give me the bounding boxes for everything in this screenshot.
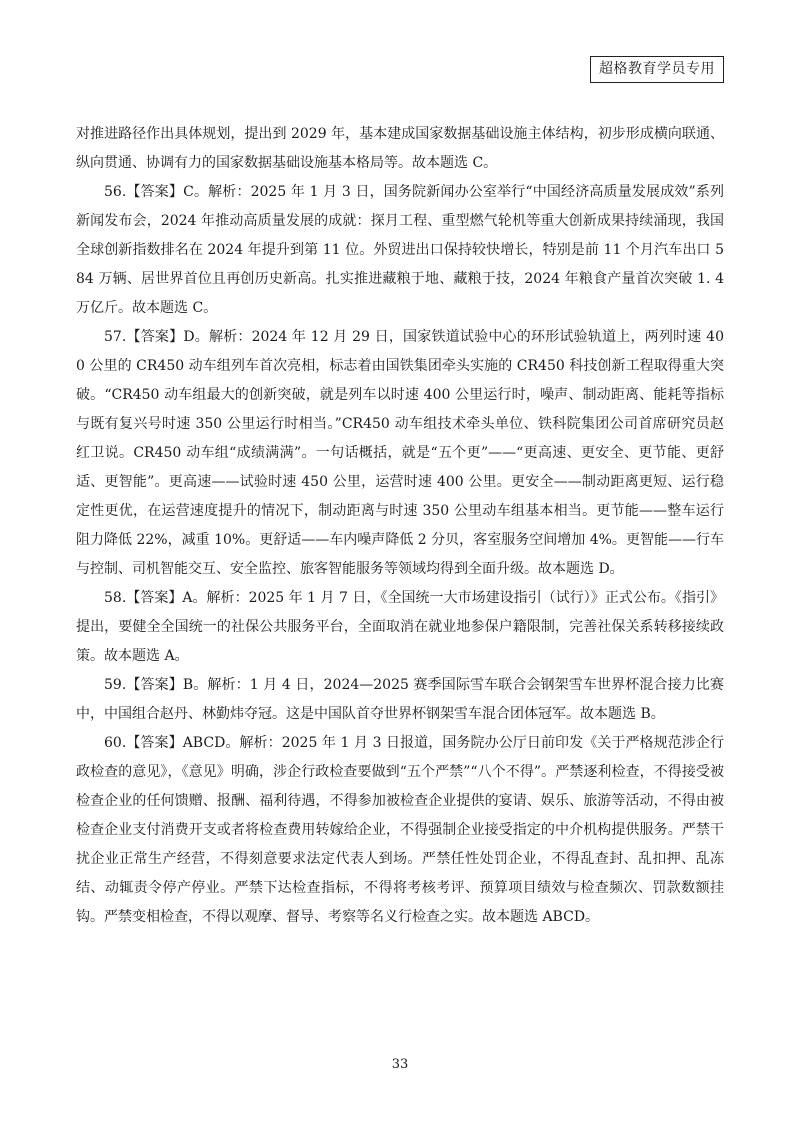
paragraph-answer-56: 56.【答案】C。解析：2025 年 1 月 3 日，国务院新闻办公室举行“中国经济高质量发展成效”系列新闻发布会，2024 年推动高质量发展的成就：探月工程、重型燃气轮机等重大创新成果持续涌现，我国全球创新指数排名在 2024 年提升到第 11 位。外贸进出口保持较快增长，特别是前 11 个月汽车出口 584 万辆、居世界首位且再创历史新高。扎实推进藏粮于地、藏粮于技，2024 年粮食产量首次突破 1. 4 万亿斤。故本题选 C。 [76,184,724,316]
paragraph-continuation: 对推进路径作出具体规划，提出到 2029 年，基本建成国家数据基础设施主体结构，初步形成横向联通、纵向贯通、协调有力的国家数据基础设施基本格局等。故本题选 C。 [76,126,724,171]
header-badge: 超格教育学员专用 [590,56,724,83]
paragraph-answer-58: 58.【答案】A。解析：2025 年 1 月 7 日，《全国统一大市场建设指引（试行）》正式公布。《指引》提出，要健全全国统一的社保公共服务平台，全面取消在就业地参保户籍限制，完善社保关系转移接续政策。故本题选 A。 [76,590,724,664]
paragraph-answer-59: 59.【答案】B。解析：1 月 4 日，2024—2025 赛季国际雪车联合会钢架雪车世界杯混合接力比赛中，中国组合赵丹、林勤炜夺冠。这是中国队首夺世界杯钢架雪车混合团体冠军。故本题选 B。 [76,677,724,722]
page-number: 33 [391,1057,409,1072]
document-body [76,120,724,932]
paragraph-answer-60: 60.【答案】ABCD。解析：2025 年 1 月 3 日报道，国务院办公厅日前印发《关于严格规范涉企行政检查的意见》，《意见》明确，涉企行政检查要做到“五个严禁”“八个不得”。严禁逐利检查，不得接受被检查企业的任何馈赠、报酬、福利待遇，不得参加被检查企业提供的宴请、娱乐、旅游等活动，不得由被检查企业支付消费开支或者将检查费用转嫁给企业，不得强制企业接受指定的中介机构提供服务。严禁干扰企业正常生产经营，不得刻意要求法定代表人到场。严禁任性处罚企业，不得乱查封、乱扣押、乱冻结、动辄责令停产停业。严禁下达检查指标，不得将考核考评、预算项目绩效与检查频次、罚款数额挂钩。严禁变相检查，不得以观摩、督导、考察等名义行检查之实。故本题选 ABCD。 [76,735,724,925]
paragraph-answer-57: 57.【答案】D。解析：2024 年 12 月 29 日，国家铁道试验中心的环形试验轨道上，两列时速 400 公里的 CR450 动车组列车首次亮相，标志着由国铁集团牵头实施的 CR450 科技创新工程取得重大突破。“CR450 动车组最大的创新突破，就是列车以时速 400 公里运行时，噪声、制动距离、能耗等指标与既有复兴号时速 350 公里运行时相当。”CR450 动车组技术牵头单位、铁科院集团公司首席研究员赵红卫说。CR450 动车组“成绩满满”。一句话概括，就是“五个更”——“更高速、更安全、更节能、更舒适、更智能”。更高速——试验时速 450 公里，运营时速 400 公里。更安全——制动距离更短、运行稳定性更优，在运营速度提升的情况下，制动距离与时速 350 公里动车组基本相当。更节能——整车运行阻力降低 22%，减重 10%。更舒适——车内噪声降低 2 分贝，客室服务空间增加 4%。更智能——行车与控制、司机智能交互、安全监控、旅客智能服务等领域均得到全面升级。故本题选 D。 [76,329,724,577]
